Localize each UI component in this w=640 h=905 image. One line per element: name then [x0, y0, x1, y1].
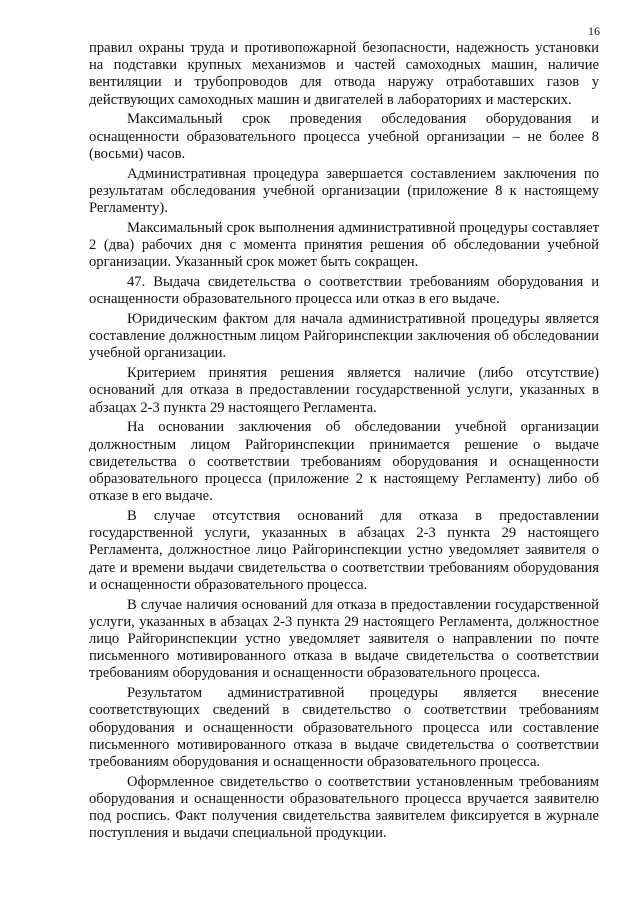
- page-number: 16: [588, 24, 600, 38]
- paragraph: 47. Выдача свидетельства о соответствии требованиям оборудования и оснащенности образовательного процесса или отказ в его выдаче.: [89, 274, 599, 308]
- paragraph: Юридическим фактом для начала административной процедуры является составление должностным лицом Райгоринспекции заключения об обследовании учебной организации.: [89, 311, 599, 362]
- paragraph: Результатом административной процедуры является внесение соответствующих сведений в свидетельство о соответствии требованиям оборудования и оснащенности образовательного процесса или составление письменного мотивированного отказа в выдаче свидетельства о соответствии требованиям оборудования и оснащенности образовательного процесса.: [89, 685, 599, 771]
- paragraph: Максимальный срок выполнения административной процедуры составляет 2 (два) рабочих дня с момента принятия решения об обследовании учебной организации. Указанный срок может быть сокращен.: [89, 219, 599, 271]
- paragraph: В случае отсутствия оснований для отказа в предоставлении государственной услуги, указанных в абзацах 2-3 пункта 29 настоящего Регламента, должностное лицо Райгоринспекции устно уведомляет заявителя о дате и времени выдачи свидетельства о соответствии требованиям оборудования и оснащенности образовательного процесса.: [89, 508, 599, 593]
- paragraph: Критерием принятия решения является наличие (либо отсутствие) оснований для отказа в предоставлении государственной услуги, указанных в абзацах 2-3 пункта 29 настоящего Регламента.: [89, 365, 599, 416]
- paragraph: Максимальный срок проведения обследования оборудования и оснащенности образовательного процесса учебной организации – не более 8 (восьми) часов.: [89, 111, 599, 162]
- paragraph: Оформленное свидетельство о соответствии установленным требованиям оборудования и оснащенности образовательного процесса вручается заявителю под роспись. Факт получения свидетельства заявителем фиксируется в журнале поступления и выдачи специальной продукции.: [89, 773, 599, 842]
- paragraph: На основании заключения об обследовании учебной организации должностным лицом Райгоринспекции принимается решение о выдаче свидетельства о соответствии требованиям оборудования и оснащенности образовательного процесса (приложение 2 к настоящему Регламенту) либо об отказе в его выдаче.: [89, 419, 599, 505]
- paragraph: Административная процедура завершается составлением заключения по результатам обследования учебной организации (приложение 8 к настоящему Регламенту).: [89, 165, 599, 217]
- paragraph: правил охраны труда и противопожарной безопасности, надежность установки на подставки крупных механизмов и частей самоходных машин, наличие вентиляции и трубопроводов для отвода наружу отработавших газов у действующих самоходных машин и двигателей в лабораториях и мастерских.: [89, 40, 599, 108]
- paragraph: В случае наличия оснований для отказа в предоставлении государственной услуги, указанных в абзацах 2-3 пункта 29 настоящего Регламента, должностное лицо Райгоринспекции устно уведомляет заявителя о направлении по почте письменного мотивированного отказа в выдаче свидетельства о соответствии требованиям оборудования и оснащенности образовательного процесса.: [89, 596, 599, 682]
- document-body: [89, 40, 599, 845]
